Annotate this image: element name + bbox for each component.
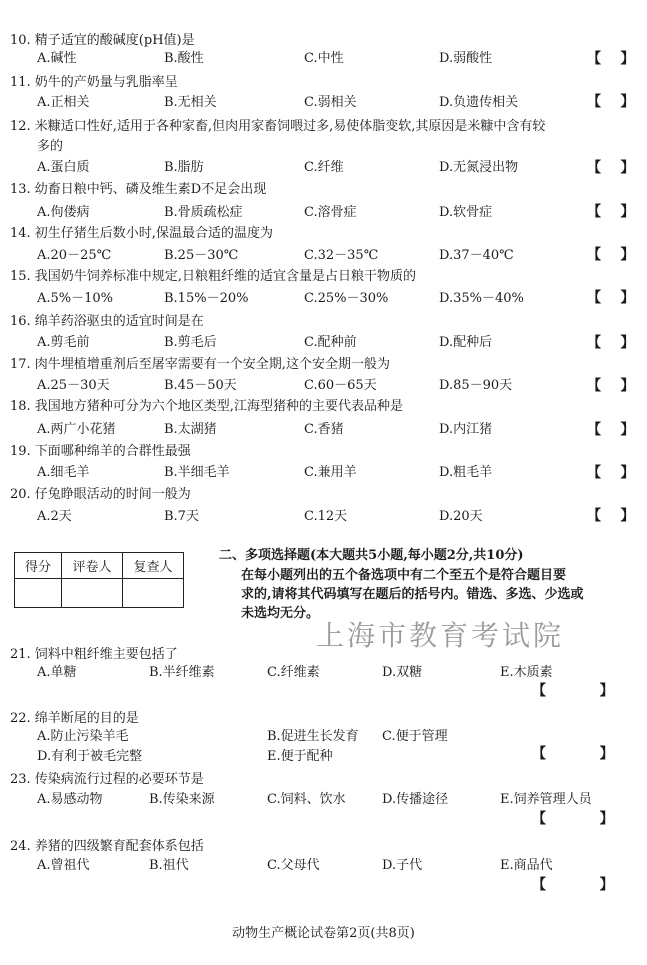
- option-e: E.饲养管理人员: [500, 792, 592, 807]
- option-a: A.曾祖代: [37, 858, 90, 873]
- option-c: C.60－65天: [304, 378, 377, 393]
- option-a: A.防止污染羊毛: [37, 729, 129, 744]
- question-10-stem: 10. 精子适宜的酸碱度(pH值)是: [10, 33, 195, 48]
- grade-table: [14, 552, 184, 608]
- grade-cell-grader[interactable]: [62, 579, 123, 608]
- option-d: D.配种后: [439, 335, 493, 350]
- question-19-stem: 19. 下面哪种绵羊的合群性最强: [10, 444, 191, 459]
- option-d: D.粗毛羊: [439, 465, 493, 480]
- option-d: D.负遗传相关: [439, 95, 519, 110]
- answer-bracket[interactable]: 【 】: [587, 51, 635, 67]
- answer-bracket[interactable]: 【 】: [587, 465, 635, 481]
- option-e: E.商品代: [500, 858, 553, 873]
- section-instructions-line-3: 未选均无分。: [241, 606, 320, 621]
- option-a: A.两广小花猪: [37, 422, 116, 437]
- institution-watermark: 上海市教育考试院: [316, 619, 565, 652]
- answer-bracket[interactable]: 【 】: [532, 746, 614, 762]
- answer-bracket[interactable]: 【 】: [587, 290, 635, 306]
- grade-header-reviewer: 复查人: [123, 553, 184, 579]
- option-b: B.祖代: [149, 858, 189, 873]
- option-d: D.双糖: [382, 665, 423, 680]
- option-c: C.香猪: [304, 422, 344, 437]
- answer-bracket[interactable]: 【 】: [587, 335, 635, 351]
- option-b: B.酸性: [164, 51, 204, 66]
- option-b: B.7天: [164, 509, 199, 524]
- option-d: D.85－90天: [439, 378, 513, 393]
- question-13-stem: 13. 幼畜日粮中钙、磷及维生素D不足会出现: [10, 182, 267, 197]
- option-b: B.45－50天: [164, 378, 237, 393]
- option-a: A.剪毛前: [37, 335, 90, 350]
- option-a: A.碱性: [37, 51, 77, 66]
- question-12-stem: 12. 米糠适口性好,适用于各种家畜,但肉用家畜饲喂过多,易使体脂变软,其原因是米糠中含有较: [10, 119, 546, 134]
- question-15-stem: 15. 我国奶牛饲养标准中规定,日粮粗纤维的适宜含量是占日粮干物质的: [10, 269, 416, 284]
- option-b: B.半细毛羊: [164, 465, 230, 480]
- option-c: C.25%－30%: [304, 291, 389, 306]
- option-a: A.2天: [37, 509, 72, 524]
- option-c: C.兼用羊: [304, 465, 357, 480]
- answer-bracket[interactable]: 【 】: [587, 508, 635, 524]
- answer-bracket[interactable]: 【 】: [587, 204, 635, 220]
- option-d: D.20天: [439, 509, 483, 524]
- section-instructions-line-2: 求的,请将其代码填写在题后的括号内。错选、多选、少选或: [241, 587, 584, 602]
- option-a: A.25－30天: [37, 378, 110, 393]
- question-16-stem: 16. 绵羊药浴驱虫的适宜时间是在: [10, 314, 204, 329]
- option-c: C.配种前: [304, 335, 357, 350]
- option-b: B.传染来源: [149, 792, 215, 807]
- option-c: C.中性: [304, 51, 344, 66]
- question-23-stem: 23. 传染病流行过程的必要环节是: [10, 772, 204, 787]
- option-b: B.骨质疏松症: [164, 205, 243, 220]
- section-instructions-line-1: 在每小题列出的五个备选项中有二个至五个是符合题目要: [241, 568, 567, 583]
- option-b: B.太湖猪: [164, 422, 217, 437]
- question-12-stem-cont: 多的: [37, 139, 64, 154]
- option-a: A.单糖: [37, 665, 77, 680]
- option-d: D.传播途径: [382, 792, 449, 807]
- option-d: D.有利于被毛完整: [37, 749, 143, 764]
- option-d: D.内江猪: [439, 422, 493, 437]
- question-17-stem: 17. 肉牛埋植增重剂后至屠宰需要有一个安全期,这个安全期一般为: [10, 357, 390, 372]
- option-c: C.溶骨症: [304, 205, 357, 220]
- option-d: D.35%－40%: [439, 291, 524, 306]
- question-21-stem: 21. 饲料中粗纤维主要包括了: [10, 647, 178, 662]
- option-b: B.15%－20%: [164, 291, 249, 306]
- option-a: A.正相关: [37, 95, 90, 110]
- option-a: A.20－25℃: [37, 248, 112, 263]
- question-20-stem: 20. 仔兔睁眼活动的时间一般为: [10, 487, 191, 502]
- answer-bracket[interactable]: 【 】: [587, 422, 635, 438]
- grade-cell-score[interactable]: [15, 579, 62, 608]
- question-11-stem: 11. 奶牛的产奶量与乳脂率呈: [10, 75, 178, 90]
- option-b: B.25－30℃: [164, 248, 239, 263]
- option-a: A.5%－10%: [37, 291, 114, 306]
- answer-bracket[interactable]: 【 】: [532, 683, 614, 699]
- question-18-stem: 18. 我国地方猪种可分为六个地区类型,江海型猪种的主要代表品种是: [10, 399, 403, 414]
- option-b: B.无相关: [164, 95, 217, 110]
- question-14-stem: 14. 初生仔猪生后数小时,保温最合适的温度为: [10, 226, 273, 241]
- grade-cell-reviewer[interactable]: [123, 579, 184, 608]
- option-e: E.便于配种: [267, 749, 333, 764]
- option-d: D.弱酸性: [439, 51, 493, 66]
- option-c: C.父母代: [267, 858, 320, 873]
- option-a: A.细毛羊: [37, 465, 90, 480]
- option-c: C.纤维: [304, 160, 344, 175]
- option-c: C.饲料、饮水: [267, 792, 346, 807]
- grade-header-grader: 评卷人: [62, 553, 123, 579]
- page-footer: 动物生产概论试卷第2页(共8页): [232, 926, 415, 941]
- answer-bracket[interactable]: 【 】: [587, 247, 635, 263]
- question-24-stem: 24. 养猪的四级繁育配套体系包括: [10, 839, 204, 854]
- option-b: B.剪毛后: [164, 335, 217, 350]
- option-c: C.纤维素: [267, 665, 320, 680]
- option-c: C.弱相关: [304, 95, 357, 110]
- option-b: B.脂肪: [164, 160, 204, 175]
- answer-bracket[interactable]: 【 】: [587, 94, 635, 110]
- option-e: E.木质素: [500, 665, 553, 680]
- question-22-stem: 22. 绵羊断尾的目的是: [10, 711, 139, 726]
- option-c: C.32－35℃: [304, 248, 379, 263]
- option-b: B.半纤维素: [149, 665, 215, 680]
- option-b: B.促进生长发育: [267, 729, 359, 744]
- option-a: A.佝偻病: [37, 205, 90, 220]
- grade-header-score: 得分: [15, 553, 62, 579]
- section-title: 二、多项选择题(本大题共5小题,每小题2分,共10分): [219, 548, 524, 563]
- option-c: C.12天: [304, 509, 348, 524]
- option-d: D.软骨症: [439, 205, 493, 220]
- option-a: A.易感动物: [37, 792, 103, 807]
- answer-bracket[interactable]: 【 】: [532, 877, 614, 893]
- option-c: C.便于管理: [382, 729, 448, 744]
- option-d: D.子代: [382, 858, 423, 873]
- option-d: D.无氮浸出物: [439, 160, 519, 175]
- option-d: D.37－40℃: [439, 248, 514, 263]
- answer-bracket[interactable]: 【 】: [587, 160, 635, 176]
- answer-bracket[interactable]: 【 】: [532, 811, 614, 827]
- answer-bracket[interactable]: 【 】: [587, 378, 635, 394]
- option-a: A.蛋白质: [37, 160, 90, 175]
